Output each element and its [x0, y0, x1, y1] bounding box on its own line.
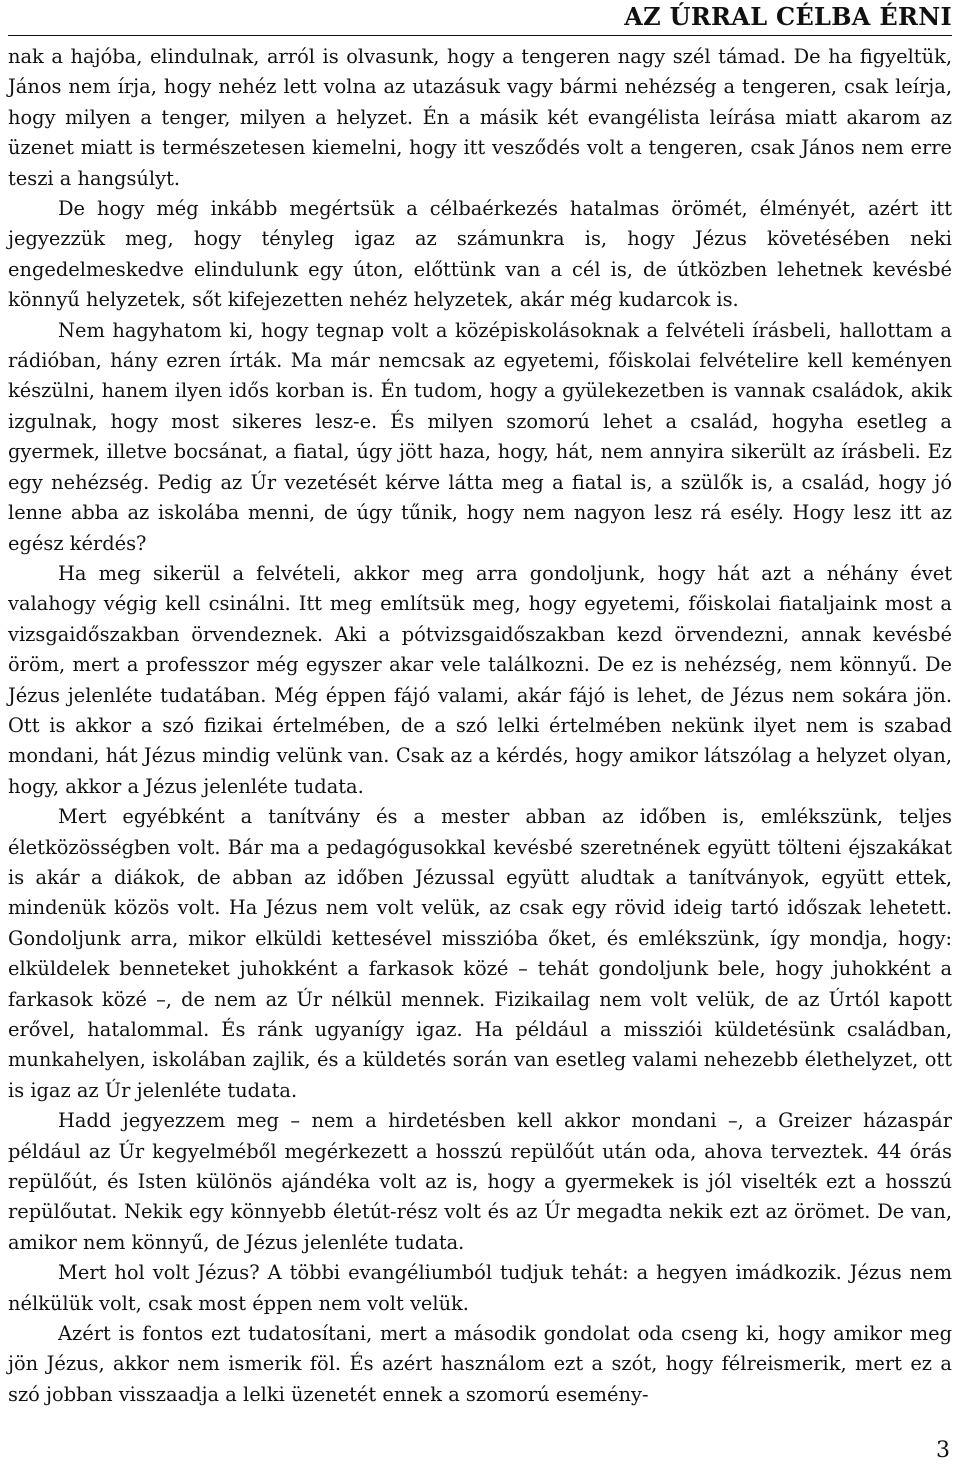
- paragraph: Nem hagyhatom ki, hogy tegnap volt a középiskolásoknak a felvételi írásbeli, hallottam a rádióban, hány ezren írták. Ma már nemcsak az egyetemi, főiskolai felvételire kell keményen készülni, hanem ilyen idős korban is. Én tudom, hogy a gyülekezetben is vannak családok, akik izgulnak, hogy most sikeres lesz-e. És milyen szomorú lehet a család, hogyha esetleg a gyermek, illetve bocsánat, a fiatal, úgy jött haza, hogy, hát, nem annyira sikerült az írásbeli. Ez egy nehézség. Pedig az Úr vezetését kérve látta meg a fiatal is, a szülők is, a család, hogy jó lenne abba az iskolába menni, de úgy tűnik, hogy nem nagyon lesz rá esély. Hogy lesz itt az egész kérdés?: [8, 318, 952, 555]
- running-header: AZ ÚRRAL CÉLBA ÉRNI: [8, 0, 952, 36]
- paragraph-continuation: nak a hajóba, elindulnak, arról is olvasunk, hogy a tengeren nagy szél támad. De ha figyeltük, János nem írja, hogy nehéz lett volna az utazásuk vagy bármi nehézség a tengeren, csak leírja, hogy milyen a tenger, milyen a helyzet. Én a másik két evangélista leírása miatt akarom az üzenet miatt is természetesen kiemelni, hogy itt vesződés volt a tengeren, csak János nem erre teszi a hangsúlyt.: [8, 45, 952, 190]
- paragraph: Azért is fontos ezt tudatosítani, mert a második gondolat oda cseng ki, hogy amikor meg jön Jézus, akkor nem ismerik föl. És azért használom ezt a szót, hogy félreismerik, mert ez a szó jobban visszaadja a lelki üzenetét ennek a szomorú esemény-: [8, 1322, 952, 1406]
- page-number: 3: [936, 1438, 950, 1463]
- paragraph: De hogy még inkább megértsük a célbaérkezés hatalmas örömét, élményét, azért itt jegyezzük meg, hogy tényleg igaz az számunkra is, hogy Jézus követésében neki engedelmeskedve elindulunk egy úton, előttünk van a cél is, de útközben lehetnek kevésbé könnyű helyzetek, sőt kifejezetten nehéz helyzetek, akár még kudarcok is.: [8, 197, 952, 312]
- paragraph: Hadd jegyezzem meg – nem a hirdetésben kell akkor mondani –, a Greizer házaspár például az Úr kegyelméből megérkezett a hosszú repülőút után oda, ahova terveztek. 44 órás repülőút, és Isten különös ajándéka volt az is, hogy a gyermekek is jól viselték ezt a hosszú repülőutat. Nekik egy könnyebb életút-rész volt és az Úr megadta nekik ezt az örömet. De van, amikor nem könnyű, de Jézus jelenléte tudata.: [8, 1109, 952, 1254]
- document-page: [8, 0, 952, 1472]
- body-text: [8, 42, 952, 1410]
- paragraph: Mert egyébként a tanítvány és a mester abban az időben is, emlékszünk, teljes életközösségben volt. Bár ma a pedagógusokkal kevésbé szeretnének együtt tölteni éjszakákat is akár a diákok, de abban az időben Jézussal együtt aludtak a tanítványok, együtt ettek, mindenük közös volt. Ha Jézus nem volt velük, az csak egy rövid ideig tartó időszak lehetett. Gondoljunk arra, mikor elküldi kettesével misszióba őket, és emlékszünk, így mondja, hogy: elküldelek benneteket juhokként a farkasok közé – tehát gondoljunk bele, hogy juhokként a farkasok közé –, de nem az Úr nélkül mennek. Fizikailag nem volt velük, de az Úrtól kapott erővel, hatalommal. És ránk ugyanígy igaz. Ha például a missziói küldetésünk családban, munkahelyen, iskolában zajlik, és a küldetés során van esetleg valami nehezebb élethelyzet, ott is igaz az Úr jelenléte tudata.: [8, 805, 952, 1102]
- paragraph: Ha meg sikerül a felvételi, akkor meg arra gondoljunk, hogy hát azt a néhány évet valahogy végig kell csinálni. Itt meg említsük meg, hogy egyetemi, főiskolai fiataljaink most a vizsgaidőszakban örvendeznek. Aki a pótvizsgaidőszakban kezd örvendezni, annak kevésbé öröm, mert a professzor még egyszer akar vele találkozni. De ez is nehézség, nem könnyű. De Jézus jelenléte tudatában. Még éppen fájó valami, akár fájó is lehet, de Jézus nem sokára jön. Ott is akkor a szó fizikai értelmében, de a szó lelki értelmében nekünk ilyet nem is szabad mondani, hát Jézus mindig velünk van. Csak az a kérdés, hogy amikor látszólag a helyzet olyan, hogy, akkor a Jézus jelenléte tudata.: [8, 561, 952, 798]
- paragraph: Mert hol volt Jézus? A többi evangéliumból tudjuk tehát: a hegyen imádkozik. Jézus nem nélkülük volt, csak most éppen nem volt velük.: [8, 1261, 952, 1315]
